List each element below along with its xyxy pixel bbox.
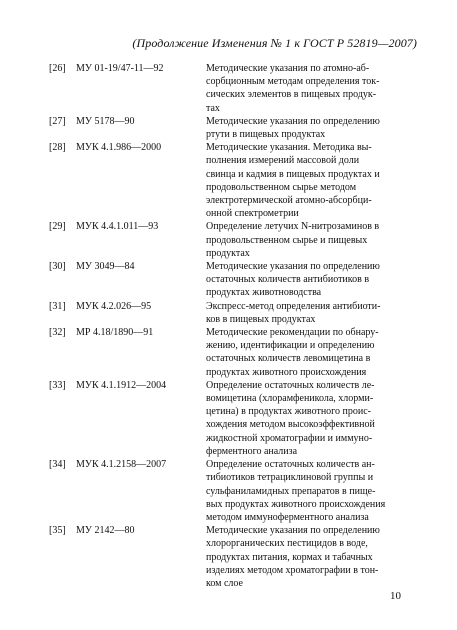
reference-code: МУК 4.2.026—95 [76, 300, 152, 312]
reference-title: Методические рекомендации по обнару- жению, идентификации и определению остаточных количеств левомицетина в продуктах животного происхождения [206, 327, 379, 378]
reference-number: [28] [49, 142, 66, 154]
reference-item-29 [49, 220, 419, 260]
reference-title: Определение летучих N-нитрозаминов в продовольственном сырье и пищевых продуктах [206, 221, 380, 259]
reference-number: [30] [49, 261, 66, 273]
reference-number: [26] [49, 63, 66, 74]
reference-item-34 [49, 458, 419, 524]
reference-item-28 [49, 141, 419, 220]
reference-code: МУ 01-19/47-11—92 [76, 63, 164, 74]
reference-item-33 [49, 379, 419, 458]
reference-number: [29] [49, 221, 66, 233]
reference-number: [33] [49, 379, 66, 391]
reference-code: МУ 3049—84 [76, 261, 135, 273]
reference-number: [31] [49, 300, 66, 312]
reference-item-30 [49, 260, 419, 300]
reference-list [49, 62, 419, 590]
reference-title: Экспресс-метод определения антибиоти- ков в пищевых продуктах [206, 300, 381, 325]
page-number: 10 [390, 590, 401, 602]
reference-title: Методические указания. Методика вы- полнения измерений массовой доли свинца и кадмия в пищевых продуктах и продовольственном сырье методом электротермической атомно-абсорбци- онной спектрометрии [206, 142, 380, 220]
reference-item-26 [49, 62, 419, 115]
reference-code: МУК 4.4.1.011—93 [76, 221, 159, 233]
reference-number: [34] [49, 459, 66, 471]
reference-title: Определение остаточных количеств ле- вомицетина (хлорамфеникола, хлорми- цетина) в продуктах животного проис- хождения методом высокоэффективной жидкостной хроматографии и иммуно- ферментного анализа [206, 379, 375, 457]
reference-item-31 [49, 300, 419, 326]
reference-item-27 [49, 115, 419, 141]
reference-title: Методические указания по определению ртути в пищевых продуктах [206, 115, 380, 141]
reference-number: [32] [49, 327, 66, 339]
reference-code: МУК 4.1.1912—2004 [76, 379, 167, 391]
reference-item-35 [49, 524, 419, 590]
reference-number: [27] [49, 115, 66, 127]
reference-code: МУК 4.1.986—2000 [76, 142, 162, 154]
reference-code: МУ 2142—80 [76, 525, 135, 537]
reference-code: МУК 4.1.2158—2007 [76, 459, 167, 471]
reference-title: Методические указания по определению остаточных количеств антибиотиков в продуктах животноводства [206, 261, 380, 299]
reference-title: Методические указания по атомно-аб- сорбционным методам определения ток- сических элементов в пищевых продук- тах [206, 63, 380, 114]
reference-title: Определение остаточных количеств ан- тибиотиков тетрациклиновой группы и сульфаниламидных препаратов в пище- вых продуктах животного происхождения методом иммуноферментного анализа [206, 459, 386, 523]
reference-title: Методические указания по определению хлорорганических пестицидов в воде, продуктах питания, кормах и табачных изделиях методом хроматографии в тон- ком слое [206, 525, 380, 589]
page-header: (Продолжение Изменения № 1 к ГОСТ Р 52819—2007) [132, 36, 417, 50]
reference-number: [35] [49, 525, 66, 537]
reference-code: МУ 5178—90 [76, 115, 135, 127]
reference-item-32 [49, 326, 419, 379]
reference-code: МР 4.18/1890—91 [76, 327, 154, 339]
